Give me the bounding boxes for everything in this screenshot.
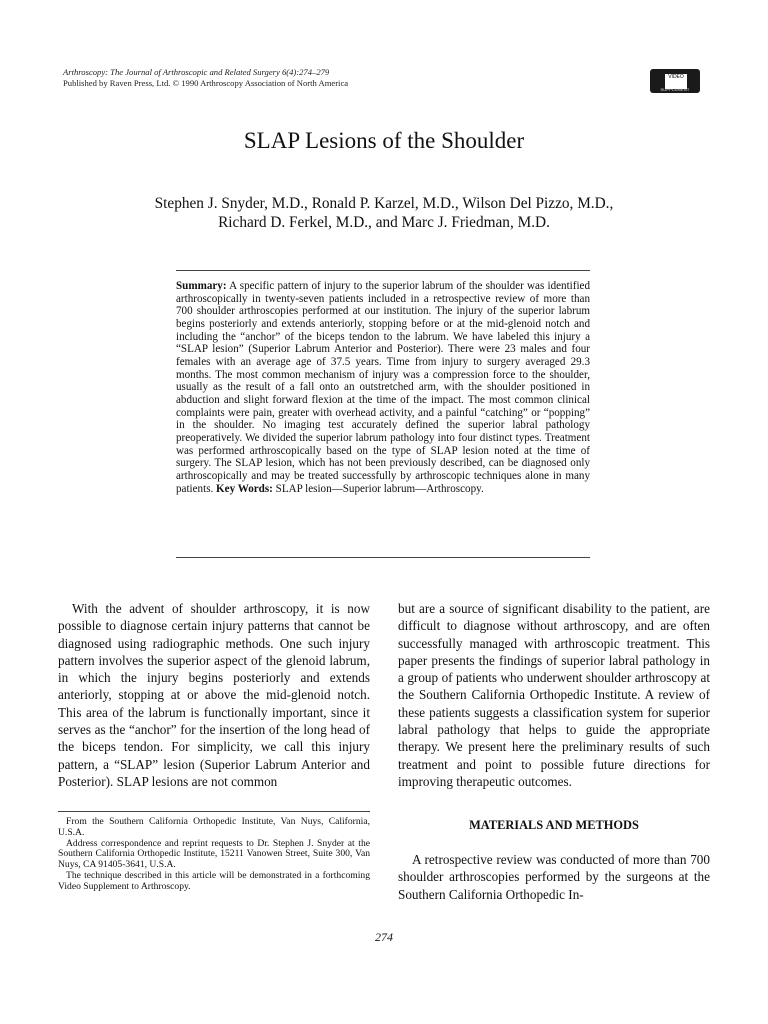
body-left-column: With the advent of shoulder arthroscopy, it is now possible to diagnose certain injury patterns that cannot be diagnosed using radiographic methods. One such injury pattern involves the superior aspect of the glenoid labrum, in which the injury begins posteriorly and extends anteriorly, stopping at or above the mid-glenoid notch. This area of the labrum is functionally important, since it serves as the “anchor” for the insertion of the long head of the biceps tendon. For simplicity, we call this injury pattern, a “SLAP” lesion (Superior Labrum Anterior and Posterior). SLAP lesions are not common — [58, 601, 370, 789]
footnote-video: The technique described in this article will be demonstrated in a forthcoming Video Supplement to Arthroscopy. — [58, 869, 370, 892]
footnote-affiliation: From the Southern California Orthopedic Institute, Van Nuys, California, U.S.A. — [58, 816, 370, 838]
publisher-line: Published by Raven Press, Ltd. © 1990 Arthroscopy Association of North America — [63, 78, 349, 88]
footnote-rule — [58, 811, 370, 812]
badge-label: VIDEO — [668, 74, 684, 80]
abstract-label: Summary: — [176, 280, 227, 292]
author-line-1: Stephen J. Snyder, M.D., Ronald P. Karzel, M.D., Wilson Del Pizzo, M.D., — [154, 195, 614, 212]
video-supplement-badge — [650, 69, 700, 93]
abstract — [176, 280, 590, 495]
section-heading-methods: MATERIALS AND METHODS — [469, 818, 639, 832]
body-right-column: but are a source of significant disability to the patient, are difficult to diagnose without arthroscopy, and are often successfully managed with arthroscopic treatment. This paper presents the findings of superior labral pathology in a group of patients who underwent shoulder arthroscopy at the Southern California Orthopedic Institute. A review of these patients suggests a classification system for superior labral pathology that helps to guide the appropriate therapy. We present here the preliminary results of such treatment and point to possible future directions for improving therapeutic outcomes. — [398, 601, 710, 789]
author-line-2: Richard D. Ferkel, M.D., and Marc J. Friedman, M.D. — [218, 214, 550, 231]
footnote-correspondence: Address correspondence and reprint requests to Dr. Stephen J. Snyder at the Southern California Orthopedic Institute, 15211 Vanowen Street, Suite 300, Van Nuys, CA 91405-3641, U.S.A. — [58, 837, 370, 871]
abstract-bottom-rule — [176, 557, 590, 558]
journal-header — [63, 67, 583, 89]
methods-paragraph: A retrospective review was conducted of more than 700 shoulder arthroscopies performed by the surgeons at the Southern California Orthopedic In- — [398, 852, 710, 902]
page-number: 274 — [375, 930, 393, 944]
abstract-text: A specific pattern of injury to the superior labrum of the shoulder was identified arthroscopically in twenty-seven patients included in a retrospective review of more than 700 shoulder arthroscopies performed at our institution. The injury of the superior labrum begins posteriorly and extends anteriorly, stopping before or at the mid-glenoid notch and including the “anchor” of the biceps tendon to the labrum. We have labeled this injury a “SLAP lesion” (Superior Labrum Anterior and Posterior). There were 23 males and four females with an average age of 37.5 years. Time from injury to surgery averaged 29.3 months. The most common mechanism of injury was a compression force to the shoulder, usually as the result of a fall onto an outstretched arm, with the shoulder positioned in abduction and slight forward flexion at the time of the impact. The most common clinical complaints were pain, greater with overhead activity, and a painful “catching” or “popping” in the shoulder. No imaging test accurately defined the superior labral pathology preoperatively. We divided the superior labrum pathology into four distinct types. Treatment was performed arthroscopically based on the type of SLAP lesion noted at the time of surgery. The SLAP lesion, which has not been previously described, can be diagnosed only arthroscopically and may be treated successfully by arthroscopic techniques alone in many patients. — [176, 280, 590, 495]
abstract-top-rule — [176, 270, 590, 271]
footnotes — [58, 817, 370, 893]
keywords: SLAP lesion—Superior labrum—Arthroscopy. — [272, 482, 484, 495]
article-title: SLAP Lesions of the Shoulder — [243, 128, 525, 153]
author-list — [80, 194, 688, 232]
keywords-label: Key Words: — [213, 482, 273, 495]
badge-sublabel: SUPPLEMENT — [660, 87, 690, 92]
journal-citation: Arthroscopy: The Journal of Arthroscopic and Related Surgery 6(4):274–279 — [63, 67, 330, 77]
